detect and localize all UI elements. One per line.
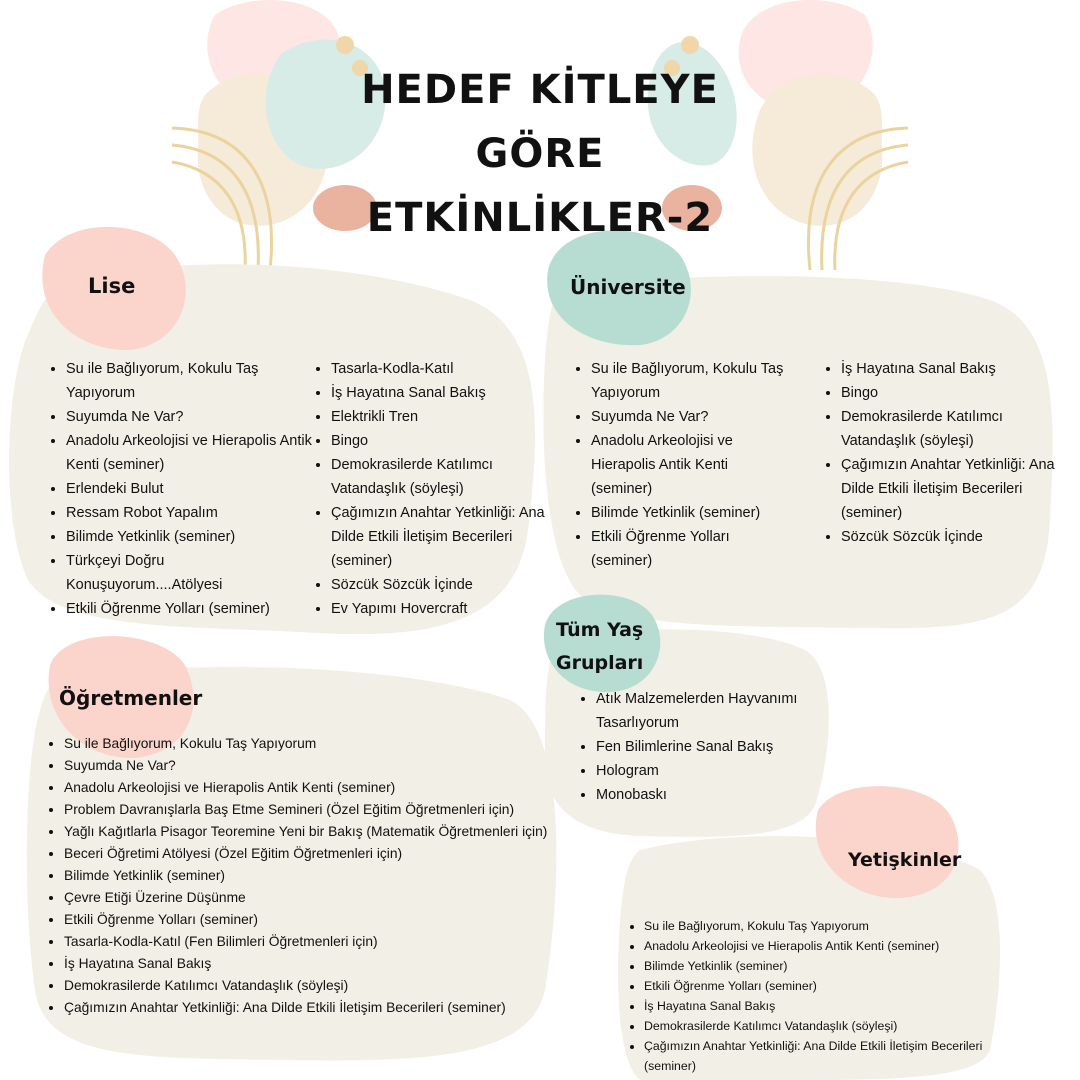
list-item: • Tasarla-Kodla-Katıl (Fen Bilimleri Öğretmenleri için): [64, 931, 559, 953]
dot-top-left-1: [336, 36, 354, 54]
page-title: [290, 58, 790, 250]
lise-label: Lise: [88, 274, 136, 298]
list-item: • Anadolu Arkeolojisi ve Hierapolis Antik Kenti (seminer): [591, 429, 761, 501]
ogretmenler-list: [49, 733, 559, 1019]
list-item: • Etkili Öğrenme Yolları (seminer): [66, 597, 316, 621]
universite-label: Üniversite: [570, 275, 686, 299]
tum-yas-label-line-2: Grupları: [556, 652, 644, 674]
list-item: • Ev Yapımı Hovercraft: [331, 597, 551, 621]
lise-list-col2: [316, 357, 551, 621]
list-item: • Türkçeyi Doğru Konuşuyorum....Atölyesi: [66, 549, 261, 597]
list-item: • Suyumda Ne Var?: [591, 405, 811, 429]
title-line-2: ETKİNLİKLER-2: [366, 195, 714, 241]
list-item: • Anadolu Arkeolojisi ve Hierapolis Antik Kenti (seminer): [64, 777, 559, 799]
tum-yas-label-line-1: Tüm Yaş: [556, 619, 644, 641]
list-item: • Bingo: [841, 381, 1063, 405]
list-item: • Sözcük Sözcük İçinde: [841, 525, 1063, 549]
list-item: • Demokrasilerde Katılımcı Vatandaşlık (söyleşi): [64, 975, 559, 997]
list-item: • Etkili Öğrenme Yolları (seminer): [591, 525, 761, 573]
list-item: • Fen Bilimlerine Sanal Bakış: [596, 735, 828, 759]
list-item: • Bilimde Yetkinlik (seminer): [591, 501, 811, 525]
lise-list-col1: [51, 357, 316, 621]
list-item: • Su ile Bağlıyorum, Kokulu Taş Yapıyorum: [66, 357, 316, 405]
list-item: • Çağımızın Anahtar Yetkinliği: Ana Dilde Etkili İletişim Becerileri (seminer): [644, 1036, 1029, 1076]
list-item: • İş Hayatına Sanal Bakış: [644, 996, 1029, 1016]
list-item: • İş Hayatına Sanal Bakış: [64, 953, 559, 975]
list-item: • Su ile Bağlıyorum, Kokulu Taş Yapıyorum: [64, 733, 559, 755]
list-item: • Demokrasilerde Katılımcı Vatandaşlık (söyleşi): [644, 1016, 1029, 1036]
list-item: • Suyumda Ne Var?: [64, 755, 559, 777]
list-item: • Çağımızın Anahtar Yetkinliği: Ana Dilde Etkili İletişim Becerileri (seminer): [841, 453, 1063, 525]
list-item: • Problem Davranışlarla Baş Etme Semineri (Özel Eğitim Öğretmenleri için): [64, 799, 559, 821]
universite-list-col2: [826, 357, 1063, 549]
list-item: • Beceri Öğretimi Atölyesi (Özel Eğitim Öğretmenleri için): [64, 843, 559, 865]
list-item: • Hologram: [596, 759, 828, 783]
list-item: • Etkili Öğrenme Yolları (seminer): [644, 976, 1029, 996]
list-item: • Su ile Bağlıyorum, Kokulu Taş Yapıyorum: [644, 916, 1029, 936]
list-item: • Erlendeki Bulut: [66, 477, 316, 501]
list-item: • Su ile Bağlıyorum, Kokulu Taş Yapıyorum: [591, 357, 811, 405]
list-item: • Etkili Öğrenme Yolları (seminer): [64, 909, 559, 931]
list-item: • Çağımızın Anahtar Yetkinliği: Ana Dilde Etkili İletişim Becerileri (seminer): [64, 997, 559, 1019]
universite-list-col1: [576, 357, 811, 573]
list-item: • Bilimde Yetkinlik (seminer): [644, 956, 1029, 976]
title-line-1: HEDEF KİTLEYE GÖRE: [361, 67, 719, 177]
list-item: • Demokrasilerde Katılımcı Vatandaşlık (söyleşi): [841, 405, 1036, 453]
list-item: • Anadolu Arkeolojisi ve Hierapolis Antik Kenti (seminer): [66, 429, 316, 477]
yetiskinler-label: Yetişkinler: [848, 849, 962, 871]
list-item: • Ressam Robot Yapalım: [66, 501, 316, 525]
list-item: • Çevre Etiği Üzerine Düşünme: [64, 887, 559, 909]
list-item: • Atık Malzemelerden Hayvanımı Tasarlıyorum: [596, 687, 828, 735]
list-item: • Suyumda Ne Var?: [66, 405, 316, 429]
tum-yas-list: [581, 687, 828, 807]
dot-top-right-1: [681, 36, 699, 54]
list-item: • İş Hayatına Sanal Bakış: [331, 381, 551, 405]
list-item: • İş Hayatına Sanal Bakış: [841, 357, 1063, 381]
yetiskinler-list: [629, 916, 1029, 1076]
list-item: • Yağlı Kağıtlarla Pisagor Teoremine Yeni bir Bakış (Matematik Öğretmenleri için): [64, 821, 559, 843]
list-item: • Bilimde Yetkinlik (seminer): [64, 865, 559, 887]
list-item: • Elektrikli Tren: [331, 405, 551, 429]
list-item: • Anadolu Arkeolojisi ve Hierapolis Antik Kenti (seminer): [644, 936, 1029, 956]
list-item: • Sözcük Sözcük İçinde: [331, 573, 551, 597]
ogretmenler-label: Öğretmenler: [59, 686, 203, 710]
tum-yas-label: [556, 614, 643, 680]
list-item: • Bilimde Yetkinlik (seminer): [66, 525, 316, 549]
list-item: • Çağımızın Anahtar Yetkinliği: Ana Dilde Etkili İletişim Becerileri (seminer): [331, 501, 551, 573]
list-item: • Monobaskı: [596, 783, 828, 807]
list-item: • Tasarla-Kodla-Katıl: [331, 357, 551, 381]
list-item: • Demokrasilerde Katılımcı Vatandaşlık (söyleşi): [331, 453, 551, 501]
list-item: • Bingo: [331, 429, 551, 453]
